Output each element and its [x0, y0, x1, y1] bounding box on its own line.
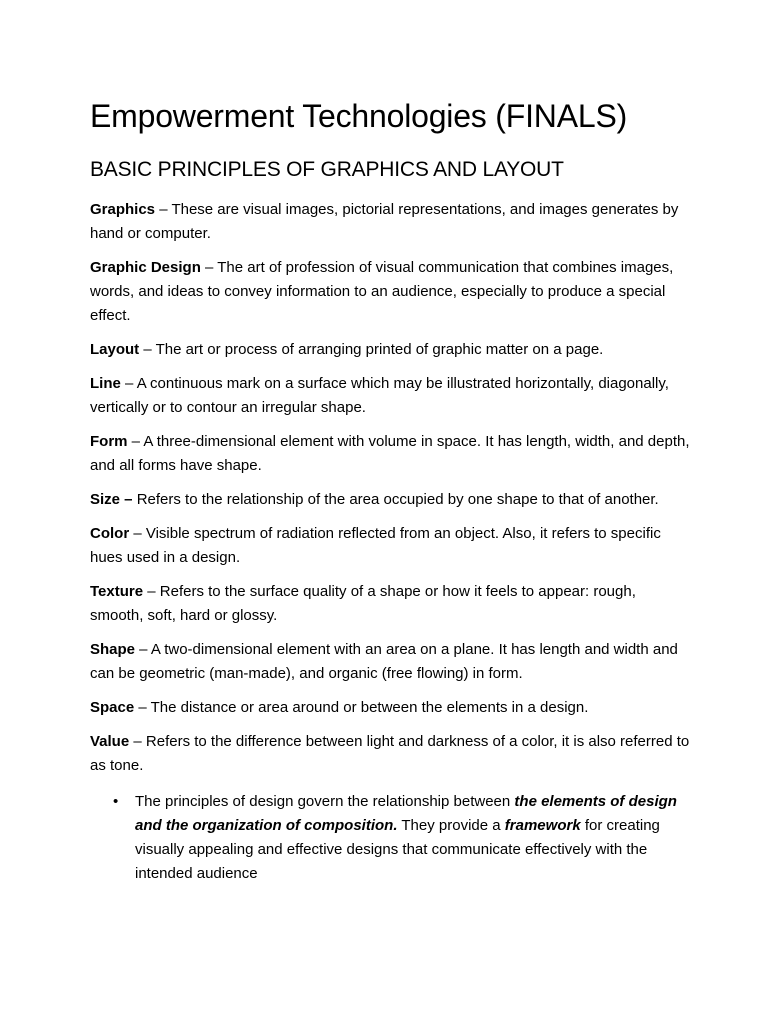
term-definition: Refers to the difference between light and darkness of a color, it is also referred to as tone.: [90, 733, 690, 774]
definition-paragraph: [90, 522, 690, 570]
term-definition: The art or process of arranging printed of graphic matter on a page.: [155, 341, 604, 358]
term-separator: –: [143, 583, 160, 600]
definition-paragraph: [90, 488, 690, 512]
term-definition: The distance or area around or between the elements in a design.: [150, 699, 589, 716]
term-definition: The art of profession of visual communication that combines images, words, and ideas to convey information to an audience, especially to produce a special effect.: [90, 259, 674, 324]
bullet-emphasis: the elements of design and the organization of composition.: [135, 793, 677, 834]
definitions-list: [90, 198, 690, 778]
term-name: Form: [90, 433, 128, 450]
term-definition: Refers to the relationship of the area occupied by one shape to that of another.: [136, 491, 659, 508]
bullet-text: The principles of design govern the relationship between: [135, 793, 515, 810]
term-name: Layout: [90, 341, 140, 358]
term-separator: –: [135, 641, 151, 658]
definition-paragraph: [90, 696, 690, 720]
term-definition: These are visual images, pictorial representations, and images generates by hand or computer.: [90, 201, 679, 242]
term-name: Graphic Design: [90, 259, 201, 276]
term-definition: A continuous mark on a surface which may be illustrated horizontally, diagonally, vertically or to contour an irregular shape.: [90, 375, 669, 416]
term-separator: –: [200, 259, 218, 276]
term-name: Color: [90, 525, 130, 542]
term-separator: –: [139, 341, 156, 358]
term-name: Line: [90, 375, 121, 392]
term-definition: Visible spectrum of radiation reflected from an object. Also, it refers to specific hues used in a design.: [90, 525, 661, 566]
term-name: Shape: [90, 641, 136, 658]
term-separator: –: [129, 525, 146, 542]
term-name: Graphics: [90, 201, 156, 218]
term-definition: A two-dimensional element with an area on a plane. It has length and width and can be geometric (man-made), and organic (free flowing) in form.: [90, 641, 678, 682]
term-separator: –: [134, 699, 151, 716]
bullet-list: [90, 790, 690, 886]
section-heading: BASIC PRINCIPLES OF GRAPHICS AND LAYOUT: [90, 158, 564, 181]
page-title: Empowerment Technologies (FINALS): [90, 98, 628, 134]
definition-paragraph: [90, 730, 690, 778]
term-definition: Refers to the surface quality of a shape or how it feels to appear: rough, smooth, soft, hard or glossy.: [90, 583, 636, 624]
term-name: Size –: [90, 491, 133, 508]
term-name: Space: [90, 699, 135, 716]
definition-paragraph: [90, 430, 690, 478]
list-item: [113, 790, 690, 886]
definition-paragraph: [90, 372, 690, 420]
definition-paragraph: [90, 338, 690, 362]
definition-paragraph: [90, 198, 690, 246]
term-name: Texture: [90, 583, 144, 600]
definition-paragraph: [90, 256, 690, 328]
term-separator: –: [155, 201, 172, 218]
term-separator: –: [120, 375, 137, 392]
term-separator: –: [129, 733, 146, 750]
bullet-text: They provide a: [397, 817, 505, 834]
bullet-icon: •: [113, 793, 119, 810]
definition-paragraph: [90, 638, 690, 686]
term-definition: A three-dimensional element with volume in space. It has length, width, and depth, and all forms have shape.: [90, 433, 690, 474]
definition-paragraph: [90, 580, 690, 628]
bullet-emphasis: framework: [504, 817, 581, 834]
term-separator: –: [127, 433, 144, 450]
term-name: Value: [90, 733, 130, 750]
bullet-text: for creating visually appealing and effective designs that communicate effectively with the intended audience: [135, 817, 660, 882]
document-page: [90, 96, 690, 886]
